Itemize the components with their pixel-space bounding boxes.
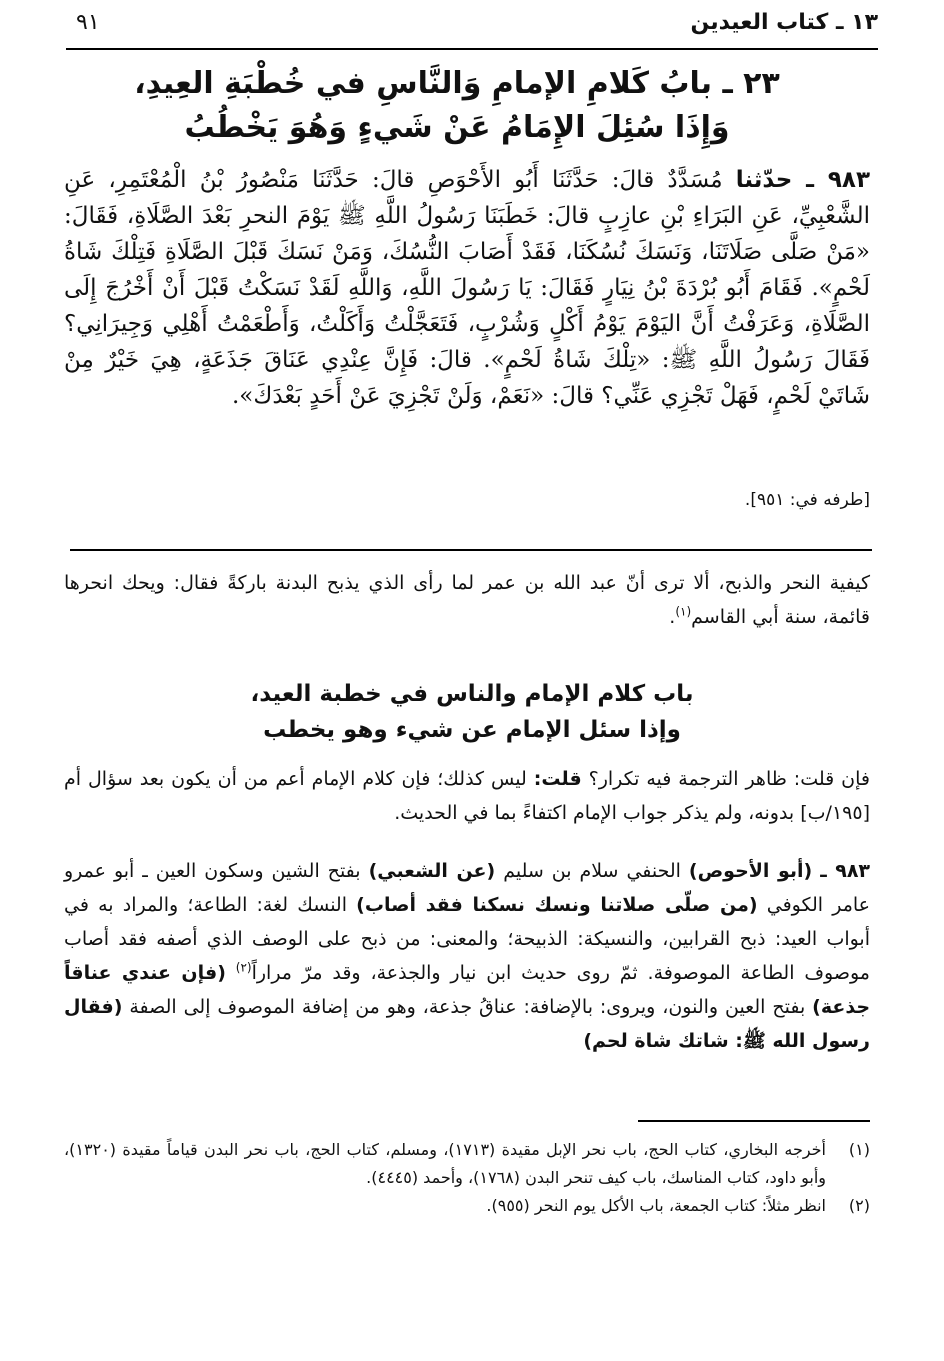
quoted-phrase: (فإن عندي عناقاً جذعة): [64, 962, 871, 1018]
commentary-text: كيفية النحر والذبح، ألا ترى أنّ عبد الله بن عمر لما رأى الذي يذبح البدنة باركةً فقال: ويحك انحرها قائمة، سنة أبي القاسم: [64, 572, 870, 628]
heading-line: باب كلام الإمام والناس في خطبة العيد،: [250, 681, 694, 707]
chapter-heading: ٢٣ ـ بابُ كَلامِ الإمامِ وَالنَّاسِ في خُطْبَةِ العِيدِ، وَإِذَا سُئِلَ الإِمَامُ عَنْ شَيءٍ وَهُوَ يَخْطُبُ: [134, 66, 780, 145]
footnotes: [64, 1136, 870, 1220]
commentary-paragraph-2: [64, 762, 870, 830]
footnote: [64, 1192, 870, 1220]
footnote-mark: (١): [848, 1140, 870, 1159]
hadith-text: [64, 162, 870, 414]
footnote-divider: [638, 1120, 870, 1122]
quoted-phrase: (أبو الأحوص): [688, 860, 813, 882]
commentary-text: بفتح العين والنون، ويروى: بالإضافة: عناقُ جذعة، وهو من إضافة الموصوف إلى الصفة: [129, 996, 806, 1018]
footnote: [64, 1136, 870, 1192]
footnote-text: انظر مثلاً: كتاب الجمعة، باب الأكل يوم النحر (٩٥٥).: [486, 1196, 826, 1215]
page-number: ٩١: [76, 10, 100, 35]
commentary-text: النسك لغة: الطاعة؛ والمراد به في أبواب العيد: ذبح القرابين، والنسيكة: الذبيحة؛ والمعنى: من ذبح على الوصف الذي أصفه فقد أصاب موصوف الطاعة الموصوفة. ثمّ روى حديث ابن نيار والجذعة، وقد مرّ مراراً: [64, 894, 870, 984]
footnote-ref-1[interactable]: (١): [675, 604, 692, 619]
quoted-phrase: (من صلّى صلاتنا ونسك نسكنا فقد أصاب): [356, 894, 758, 916]
quoted-phrase: (عن الشعبي): [368, 860, 496, 882]
hadith-body: مُسَدَّدٌ قالَ: حَدَّثَنَا أَبُو الأَحْوَصِ قالَ: حَدَّثَنَا مَنْصُورُ بْنُ الْمُعْتَمِرِ، عَنِ الشَّعْبِيِّ، عَنِ البَرَاءِ بْنِ عازِبٍ قالَ: خَطَبَنَا رَسُولُ اللَّهِ ﷺ يَوْمَ النحرِ بَعْدَ الصَّلَاةِ، فَقَالَ: «مَنْ صَلَّى صَلَاتَنَا، وَنَسَكَ نُسُكَنَا، فَقَدْ أَصَابَ النُّسُكَ، وَمَنْ نَسَكَ قَبْلَ الصَّلَاةِ فَتِلْكَ شَاةُ لَحْمٍ». فَقَامَ أَبُو بُرْدَةَ بْنُ نِيَارٍ فَقَالَ: يَا رَسُولَ اللَّهِ، وَاللَّهِ لَقَدْ نَسَكْتُ قَبْلَ أَنْ أَخْرُجَ إِلَى الصَّلَاةِ، وَعَرَفْتُ أَنَّ اليَوْمَ يَوْمُ أَكْلٍ وَشُرْبٍ، فَتَعَجَّلْتُ وَأَكَلْتُ، وَأَطْعَمْتُ أَهْلِي وَجِيرَانِي؟ فَقَالَ رَسُولُ اللَّهِ ﷺ: «تِلْكَ شَاةُ لَحْمٍ». قالَ: فَإِنَّ عِنْدِي عَنَاقَ جَذَعَةٍ، هِيَ خَيْرٌ مِنْ شَاتَيْ لَحْمٍ، فَهَلْ تَجْزِي عَنِّي؟ قالَ: «نَعَمْ، وَلَنْ تَجْزِيَ عَنْ أَحَدٍ بَعْدَكَ».: [64, 167, 870, 409]
commentary-text: .: [669, 606, 676, 628]
footnote-mark: (٢): [848, 1196, 870, 1215]
commentary-text: بفتح الشين وسكون العين ـ أبو عمرو عامر الكوفي: [64, 860, 870, 916]
quoted-phrase: (فقال رسول الله ﷺ: شاتك شاة لحم): [64, 996, 870, 1052]
hadith-number: ٩٨٣ ـ: [820, 860, 871, 882]
heading-line: وإذا سئل الإمام عن شيء وهو يخطب: [263, 717, 681, 743]
running-title: ١٣ ـ كتاب العيدين: [690, 10, 878, 35]
section-divider: [70, 549, 872, 551]
footnote-text: أخرجه البخاري، كتاب الحج، باب نحر الإبل مقيدة (١٧١٣)، ومسلم، كتاب الحج، باب نحر البدن قياماً مقيدة (١٣٢٠)، وأبو داود، كتاب المناسك، باب كيف تنحر البدن (١٧٦٨)، وأحمد (٤٤٤٥).: [64, 1140, 826, 1187]
footnote-ref-2[interactable]: (٢): [235, 960, 252, 975]
commentary-text: الحنفي سلام بن سليم: [503, 860, 681, 882]
hadith-number: ٩٨٣ ـ حدّثنا: [735, 167, 870, 193]
hadith-reference: [طرفه في: ٩٥١].: [744, 490, 870, 510]
commentary-chapter-heading: [240, 676, 704, 748]
commentary-paragraph-3: [64, 854, 870, 1058]
commentary-keyword: قلت:: [533, 768, 582, 790]
commentary-text: فإن قلت: ظاهر الترجمة فيه تكرار؟: [588, 768, 871, 790]
commentary-text: ليس كذلك؛ فإن كلام الإمام أعم من أن يكون بعد سؤال أم [١٩٥/ب] بدونه، ولم يذكر جواب الإمام اكتفاءً بما في الحديث.: [64, 768, 870, 824]
commentary-paragraph-1: [64, 566, 870, 634]
header-divider: [66, 48, 878, 50]
page-header: [70, 10, 878, 44]
